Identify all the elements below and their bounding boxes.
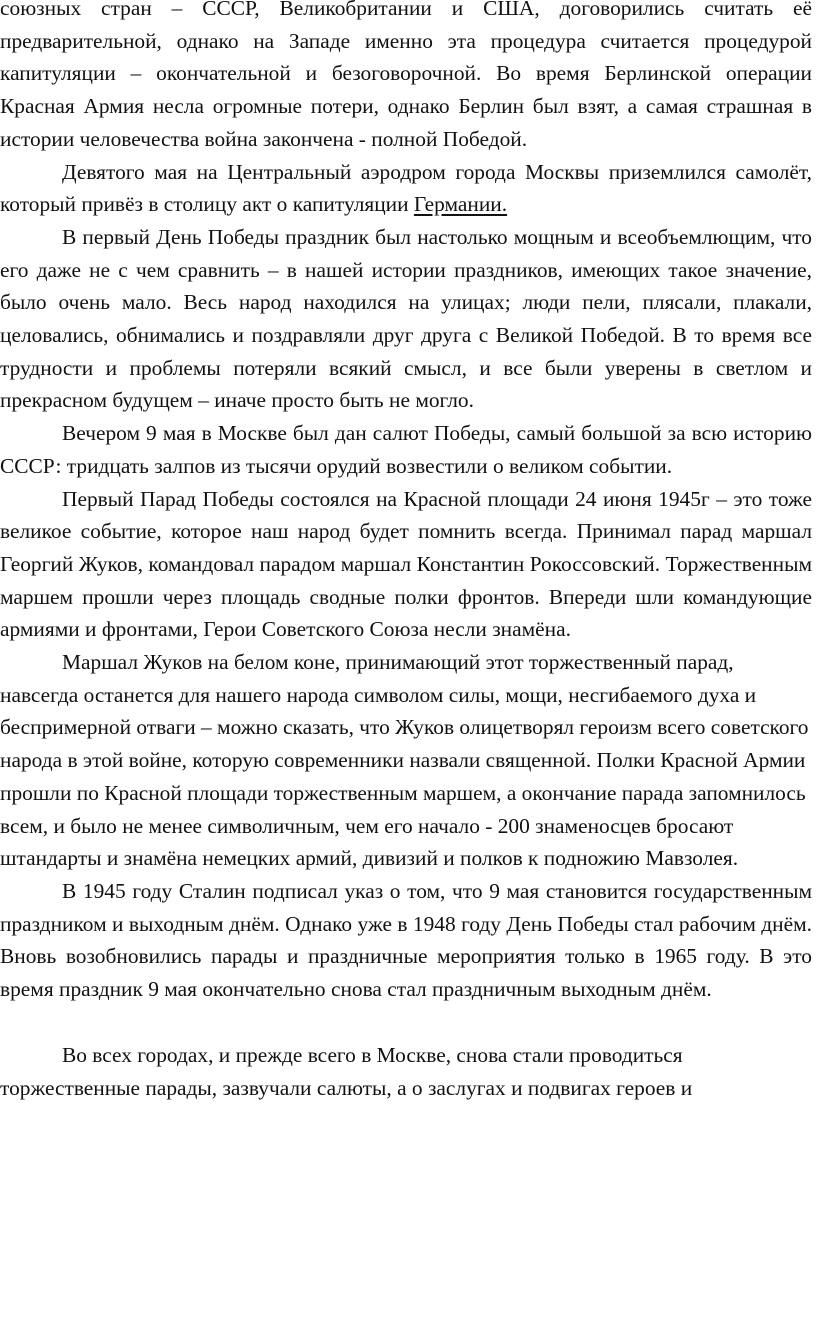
blank-line [0, 1006, 812, 1039]
paragraph-victory-salute: Вечером 9 мая в Москве был дан салют Победы, самый большой за всю историю СССР: тридцать залпов из тысячи орудий возвестили о великом событии. [0, 421, 812, 478]
paragraph-first-victory-day: В первый День Победы праздник был настолько мощным и всеобъемлющим, что его даже не с чем сравнить – в нашей истории праздников, имеющих такое значение, было очень мало. Весь народ находился на улицах; люди пели, плясали, плакали, целовались, обнимались и поздравляли друг друга с Великой Победой. В то время все трудности и проблемы потеряли всякий смысл, и все были уверены в светлом и прекрасном будущем – иначе просто быть не могло. [0, 224, 812, 413]
paragraph-marshal-zhukov: Маршал Жуков на белом коне, принимающий этот торжественный парад, навсегда останется для нашего народа символом силы, мощи, несгибаемого духа и беспримерной отваги – можно сказать, что Жуков олицетворял героизм всего советского народа в этой войне, которую современники назвали священной. Полки Красной Армии прошли по Красной площади торжественным маршем, а окончание парада запомнилось всем, и было не менее символичным, чем его начало - 200 знаменосцев бросают штандарты и знамёна немецких армий, дивизий и полков к подножию Мавзолея. [0, 650, 809, 871]
paragraph-capitulation-plane [0, 156, 812, 221]
germany-link[interactable]: Германии. [413, 192, 508, 217]
paragraph-victory-parade: Первый Парад Победы состоялся на Красной площади 24 июня 1945г – это тоже великое событие, которое наш народ будет помнить всегда. Принимал парад маршал Георгий Жуков, командовал парадом маршал Константин Рокоссовский. Торжественным маршем прошли через площадь сводные полки фронтов. Впереди шли командующие армиями и фронтами, Герои Советского Союза несли знамёна. [0, 486, 812, 642]
paragraph-holiday-decree: В 1945 году Сталин подписал указ о том, что 9 мая становится государственным праздником и выходным днём. Однако уже в 1948 году День Победы стал рабочим днём. Вновь возобновились парады и праздничные мероприятия только в 1965 году. В это время праздник 9 мая окончательно снова стал праздничным выходным днём. [0, 878, 812, 1002]
paragraph-parades-resumed: Во всех городах, и прежде всего в Москве, снова стали проводиться торжественные парады, зазвучали салюты, а о заслугах и подвигах героев и [0, 1042, 693, 1100]
paragraph-text: Девятого мая на Центральный аэродром города Москвы приземлился самолёт, который привёз в столицу акт о капитуляции [0, 159, 812, 217]
paragraph-berlin-operation: союзных стран – СССР, Великобритании и США, договорились считать её предварительной, однако на Западе именно эта процедура считается процедурой капитуляции – окончательной и безоговорочной. Во время Берлинской операции Красная Армия несла огромные потери, однако Берлин был взят, а самая страшная в истории человечества война закончена - полной Победой. [0, 0, 812, 151]
